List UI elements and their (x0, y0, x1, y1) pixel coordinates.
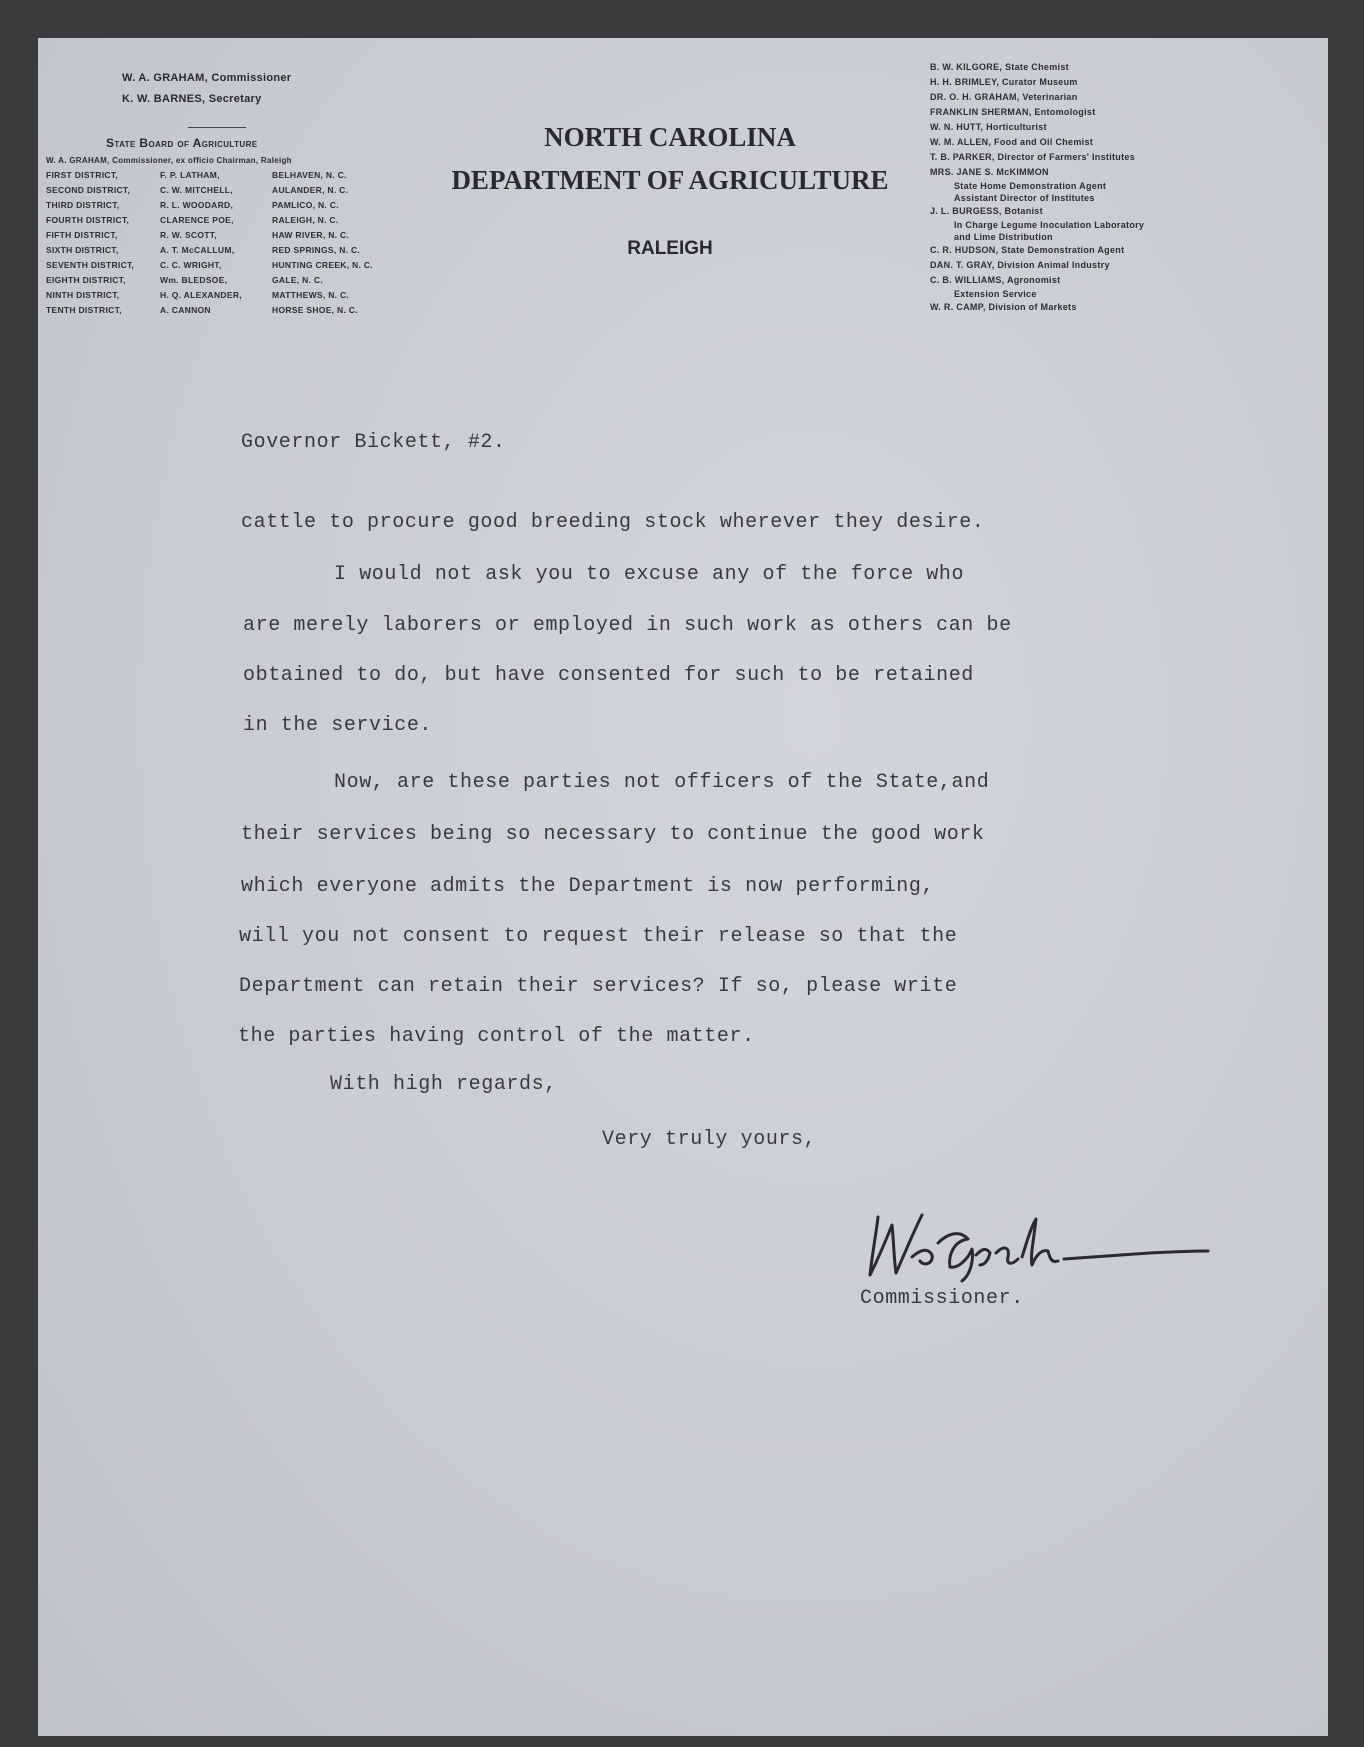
district-name: SECOND DISTRICT, (46, 185, 131, 195)
district-name: SEVENTH DISTRICT, (46, 260, 135, 270)
board-title: State Board of Agriculture (106, 136, 258, 150)
district-town: GALE, N. C. (272, 275, 323, 285)
district-town: HAW RIVER, N. C. (272, 230, 350, 240)
district-row (46, 215, 406, 230)
board-chairman: W. A. GRAHAM, Commissioner, ex officio Chairman, Raleigh (46, 156, 292, 165)
signature (850, 1195, 1230, 1285)
staff-entry: W. N. HUTT, Horticulturist (930, 122, 1047, 132)
body-line: in the service. (243, 714, 433, 737)
heading-city: RALEIGH (627, 238, 713, 259)
officers-block (122, 68, 291, 110)
body-line: which everyone admits the Department is now performing, (241, 875, 935, 898)
district-name: FIRST DISTRICT, (46, 170, 119, 180)
district-town: AULANDER, N. C. (272, 185, 349, 195)
secretary-line: K. W. BARNES, Secretary (122, 93, 262, 105)
signer-title: Commissioner. (860, 1287, 1024, 1310)
staff-entry: DR. O. H. GRAHAM, Veterinarian (930, 92, 1078, 102)
district-town: MATTHEWS, N. C. (272, 290, 350, 300)
district-member: C. C. WRIGHT, (160, 260, 222, 270)
body-line: their services being so necessary to continue the good work (241, 823, 985, 846)
heading-state: NORTH CAROLINA (544, 122, 796, 152)
district-town: RED SPRINGS, N. C. (272, 245, 361, 255)
district-row (46, 170, 406, 185)
district-member: H. Q. ALEXANDER, (160, 290, 242, 300)
staff-entry: MRS. JANE S. McKIMMON (930, 167, 1049, 177)
district-row (46, 260, 406, 275)
staff-entry: C. B. WILLIAMS, Agronomist (930, 275, 1061, 285)
body-line: Now, are these parties not officers of the State,and (334, 771, 990, 794)
district-name: SIXTH DISTRICT, (46, 245, 119, 255)
district-member: F. P. LATHAM, (160, 170, 220, 180)
district-member: Wm. BLEDSOE, (160, 275, 228, 285)
staff-entry: DAN. T. GRAY, Division Animal Industry (930, 260, 1110, 270)
district-list (46, 170, 406, 320)
body-line: are merely laborers or employed in such work as others can be (243, 614, 1012, 637)
staff-entry: T. B. PARKER, Director of Farmers' Institutes (930, 152, 1136, 162)
divider (188, 127, 246, 128)
body-line: the parties having control of the matter. (238, 1025, 755, 1048)
staff-entry: Extension Service (954, 289, 1037, 299)
district-member: R. W. SCOTT, (160, 230, 217, 240)
district-name: NINTH DISTRICT, (46, 290, 120, 300)
staff-entry: W. M. ALLEN, Food and Oil Chemist (930, 137, 1094, 147)
district-town: PAMLICO, N. C. (272, 200, 339, 210)
body-line: With high regards, (330, 1073, 557, 1096)
district-name: FIFTH DISTRICT, (46, 230, 118, 240)
body-line: I would not ask you to excuse any of the force who (334, 563, 965, 586)
staff-entry: State Home Demonstration Agent (954, 181, 1107, 191)
district-row (46, 200, 406, 215)
district-town: BELHAVEN, N. C. (272, 170, 347, 180)
district-name: THIRD DISTRICT, (46, 200, 120, 210)
district-row (46, 305, 406, 320)
district-town: HUNTING CREEK, N. C. (272, 260, 373, 270)
staff-entry: Assistant Director of Institutes (954, 193, 1095, 203)
staff-entry: J. L. BURGESS, Botanist (930, 206, 1043, 216)
district-member: A. CANNON (160, 305, 211, 315)
staff-entry: FRANKLIN SHERMAN, Entomologist (930, 107, 1096, 117)
page-header: Governor Bickett, #2. (241, 431, 506, 454)
district-member: CLARENCE POE, (160, 215, 234, 225)
district-row (46, 275, 406, 290)
closing: Very truly yours, (602, 1128, 817, 1151)
staff-entry: In Charge Legume Inoculation Laboratory (954, 220, 1145, 230)
body-line: obtained to do, but have consented for such to be retained (243, 664, 974, 687)
district-member: A. T. McCALLUM, (160, 245, 235, 255)
commissioner-line: W. A. GRAHAM, Commissioner (122, 72, 292, 84)
district-town: HORSE SHOE, N. C. (272, 305, 358, 315)
district-row (46, 290, 406, 305)
district-member: C. W. MITCHELL, (160, 185, 233, 195)
district-member: R. L. WOODARD, (160, 200, 234, 210)
district-name: FOURTH DISTRICT, (46, 215, 130, 225)
staff-entry: B. W. KILGORE, State Chemist (930, 62, 1069, 72)
district-name: EIGHTH DISTRICT, (46, 275, 126, 285)
district-row (46, 185, 406, 200)
staff-entry: and Lime Distribution (954, 232, 1053, 242)
staff-list (930, 60, 1144, 315)
district-row (46, 230, 406, 245)
heading-department: DEPARTMENT OF AGRICULTURE (451, 165, 889, 195)
staff-entry: W. R. CAMP, Division of Markets (930, 302, 1077, 312)
district-town: RALEIGH, N. C. (272, 215, 339, 225)
body-line: will you not consent to request their release so that the (239, 925, 958, 948)
district-row (46, 245, 406, 260)
staff-entry: H. H. BRIMLEY, Curator Museum (930, 77, 1078, 87)
staff-entry: C. R. HUDSON, State Demonstration Agent (930, 245, 1125, 255)
body-line: Department can retain their services? If so, please write (239, 975, 958, 998)
district-name: TENTH DISTRICT, (46, 305, 122, 315)
body-line: cattle to procure good breeding stock wherever they desire. (241, 511, 985, 534)
